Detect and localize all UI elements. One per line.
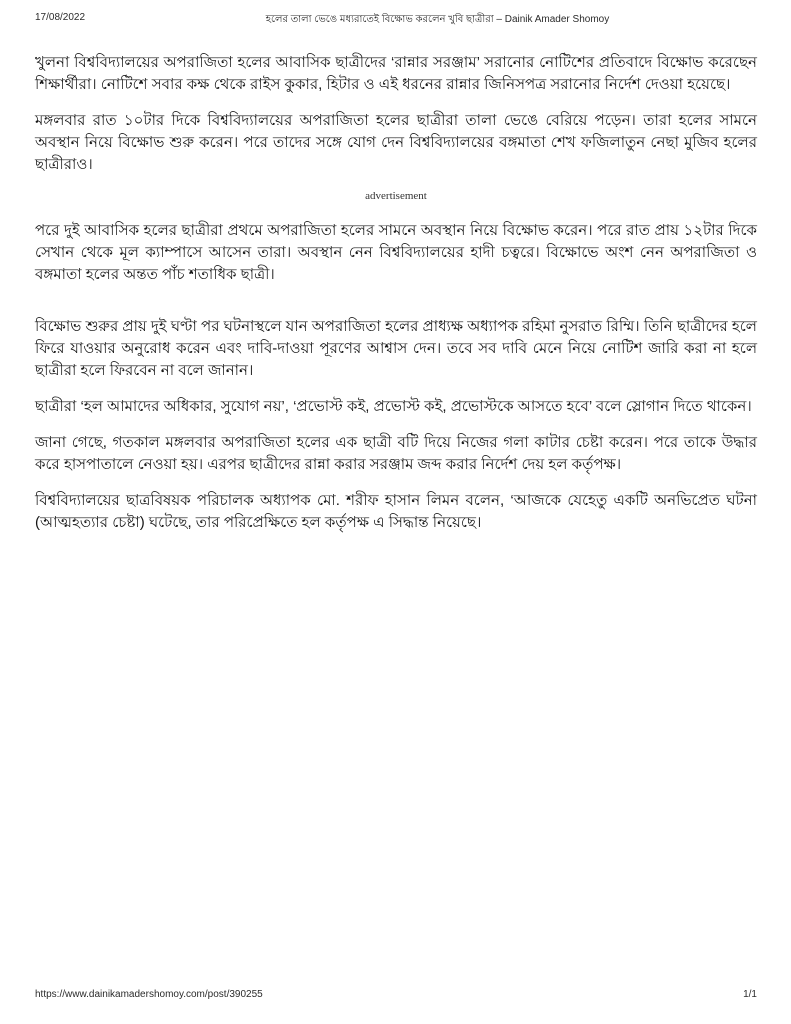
article-paragraph: জানা গেছে, গতকাল মঙ্গলবার অপরাজিতা হলের এক ছাত্রী বটি দিয়ে নিজের গলা কাটার চেষ্টা করেন। পরে তাকে উদ্ধার করে হাসপাতালে নেওয়া হয়। এরপর ছাত্রীদের রান্না করার সরঞ্জাম জব্দ করার নির্দেশ দেয় হল কর্তৃপক্ষ। — [35, 434, 757, 473]
advertisement-label: advertisement — [365, 190, 427, 202]
article-paragraph: মঙ্গলবার রাত ১০টার দিকে বিশ্ববিদ্যালয়ের অপরাজিতা হলের ছাত্রীরা তালা ভেঙে বেরিয়ে পড়েন। তারা হলের সামনে অবস্থান নিয়ে বিক্ষোভ শুরু করেন। পরে তাদের সঙ্গে যোগ দেন বিশ্ববিদ্যালয়ের বঙ্গমাতা শেখ ফজিলাতুন নেছা মুজিব হলের ছাত্রীরাও। — [35, 112, 757, 173]
print-footer-page-number: 1/1 — [743, 989, 757, 1000]
print-header-date: 17/08/2022 — [35, 12, 86, 23]
article-paragraph: বিশ্ববিদ্যালয়ের ছাত্রবিষয়ক পরিচালক অধ্যাপক মো. শরীফ হাসান লিমন বলেন, ‘আজকে যেহেতু একটি অনভিপ্রেত ঘটনা (আত্মহত্যার চেষ্টা) ঘটেছে, তার পরিপ্রেক্ষিতে হল কর্তৃপক্ষ এ সিদ্ধান্ত নিয়েছে। — [35, 492, 757, 531]
article-paragraph: ছাত্রীরা ‘হল আমাদের অধিকার, সুযোগ নয়’, ‘প্রভোস্ট কই, প্রভোস্ট কই, প্রভোস্টকে আসতে হবে’ বলে স্লোগান দিতে থাকেন। — [35, 398, 752, 415]
article-paragraph: বিক্ষোভ শুরুর প্রায় দুই ঘণ্টা পর ঘটনাস্থলে যান অপরাজিতা হলের প্রাধ্যক্ষ অধ্যাপক রহিমা নুসরাত রিম্মি। তিনি ছাত্রীদের হলে ফিরে যাওয়ার অনুরোধ করেন এবং দাবি-দাওয়া পূরণের আশ্বাস দেন। তবে সব দাবি মেনে নিয়ে নোটিশ জারি করা না হলে ছাত্রীরা হলে ফিরবেন না বলে জানান। — [35, 318, 757, 379]
print-footer — [35, 989, 757, 1003]
article-body — [35, 52, 757, 548]
print-header — [0, 12, 791, 28]
print-footer-url: https://www.dainikamadershomoy.com/post/390255 — [35, 989, 263, 1000]
print-header-title: হলের তালা ভেঙে মধ্যরাতেই বিক্ষোভ করলেন খুবি ছাত্রীরা – Dainik Amader Shomoy — [265, 14, 610, 25]
article-paragraph: খুলনা বিশ্ববিদ্যালয়ের অপরাজিতা হলের আবাসিক ছাত্রীদের ‘রান্নার সরঞ্জাম’ সরানোর নোটিশের প্রতিবাদে বিক্ষোভ করেছেন শিক্ষার্থীরা। নোটিশে সবার কক্ষ থেকে রাইস কুকার, হিটার ও এই ধরনের রান্নার জিনিসপত্র সরানোর নির্দেশ দেওয়া হয়েছে। — [35, 54, 757, 93]
article-paragraph: পরে দুই আবাসিক হলের ছাত্রীরা প্রথমে অপরাজিতা হলের সামনে অবস্থান নিয়ে বিক্ষোভ করেন। পরে রাত প্রায় ১২টার দিকে সেখান থেকে মূল ক্যাম্পাসে আসেন তারা। অবস্থান নেন বিশ্ববিদ্যালয়ের হাদী চত্বরে। বিক্ষোভে অংশ নেন অপরাজিতা ও বঙ্গমাতা হলের অন্তত পাঁচ শতাধিক ছাত্রী। — [35, 222, 757, 283]
